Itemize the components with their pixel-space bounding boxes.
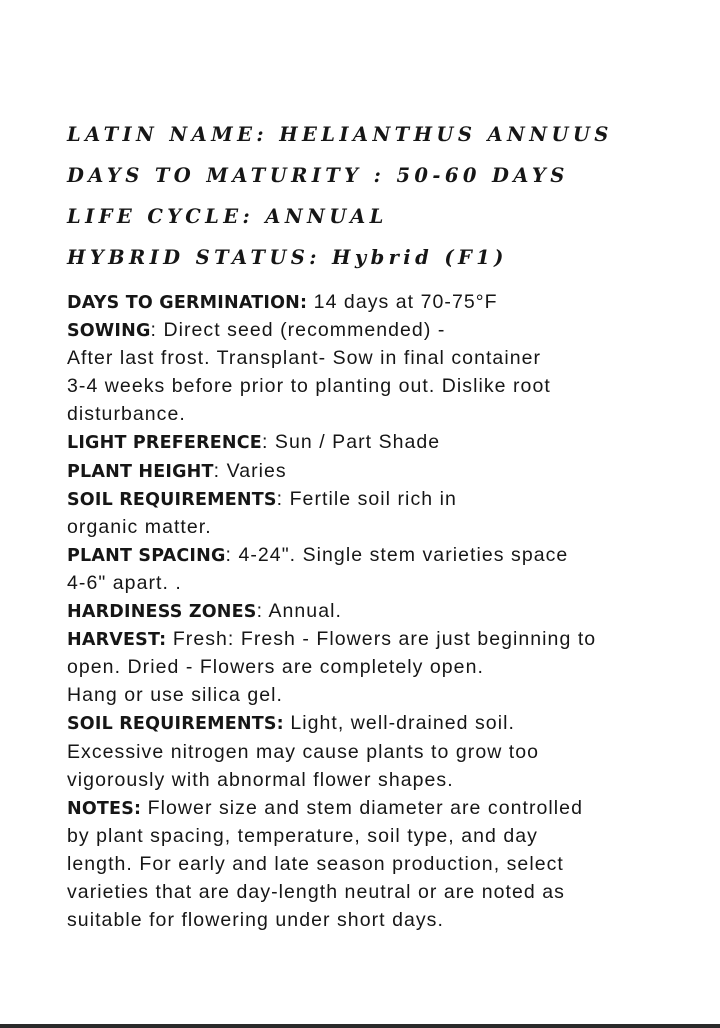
header-block — [67, 114, 687, 278]
latin-name: LATIN NAME: HELIANTHUS ANNUUS — [67, 123, 613, 146]
soil-drainage-text-line: Excessive nitrogen may cause plants to grow too — [67, 740, 540, 763]
height-label: PLANT HEIGHT — [67, 461, 214, 482]
hardiness-value: : Annual. — [256, 600, 342, 623]
harvest-text-line: Hang or use silica gel. — [67, 684, 283, 707]
harvest-row — [67, 625, 707, 653]
hardiness-label: HARDINESS ZONES — [67, 602, 257, 623]
germination-label: DAYS TO GERMINATION: — [67, 293, 308, 313]
hybrid-status: HYBRID STATUS: Hybrid (F1) — [67, 246, 508, 269]
light-value: : Sun / Part Shade — [261, 431, 441, 454]
spacing-text: : 4-24". Single stem varieties space — [225, 543, 569, 566]
soil-drainage-text-line: vigorously with abnormal flower shapes. — [67, 768, 454, 791]
notes-text-line: suitable for flowering under short days. — [67, 909, 444, 932]
notes-label: NOTES: — [67, 798, 142, 819]
harvest-label: HARVEST: — [67, 630, 167, 651]
soil-drainage-text: Light, well-drained soil. — [283, 712, 515, 735]
light-row — [67, 428, 707, 456]
growing-details — [67, 288, 707, 934]
notes-text: Flower size and stem diameter are controlled — [141, 796, 583, 819]
soil-row — [67, 485, 707, 513]
spacing-text-line: 4-6" apart. . — [67, 571, 182, 594]
harvest-text-line: open. Dried - Flowers are completely open. — [67, 656, 484, 679]
sowing-text-line: disturbance. — [67, 403, 186, 426]
soil-label: SOIL REQUIREMENTS — [67, 489, 277, 510]
germination-value: 14 days at 70-75°F — [307, 291, 498, 313]
days-to-maturity: DAYS TO MATURITY : 50-60 DAYS — [67, 164, 569, 187]
germination-row — [67, 288, 707, 316]
sowing-label: SOWING — [67, 321, 151, 342]
sowing-row — [67, 316, 707, 344]
sowing-text: : Direct seed (recommended) - — [150, 319, 446, 342]
life-cycle: LIFE CYCLE: ANNUAL — [67, 205, 388, 228]
height-row — [67, 457, 707, 485]
notes-text-line: by plant spacing, temperature, soil type, and day — [67, 824, 538, 847]
soil-drainage-row — [67, 709, 707, 737]
sowing-text-line: 3-4 weeks before prior to planting out. Dislike root — [67, 375, 551, 398]
spacing-label: PLANT SPACING — [67, 545, 226, 566]
height-value: : Varies — [213, 459, 287, 482]
soil-text: : Fertile soil rich in — [276, 487, 457, 510]
hardiness-row — [67, 597, 707, 625]
soil-drainage-label: SOIL REQUIREMENTS: — [67, 714, 284, 735]
sowing-text-line: After last frost. Transplant- Sow in final container — [67, 347, 542, 370]
notes-text-line: varieties that are day-length neutral or are noted as — [67, 880, 565, 903]
soil-text-line: organic matter. — [67, 515, 212, 538]
notes-row — [67, 794, 707, 822]
harvest-text: Fresh: Fresh - Flowers are just beginning to — [166, 628, 597, 651]
notes-text-line: length. For early and late season production, select — [67, 852, 564, 875]
spacing-row — [67, 541, 707, 569]
bottom-edge-divider — [0, 1024, 720, 1028]
light-label: LIGHT PREFERENCE — [67, 433, 262, 454]
